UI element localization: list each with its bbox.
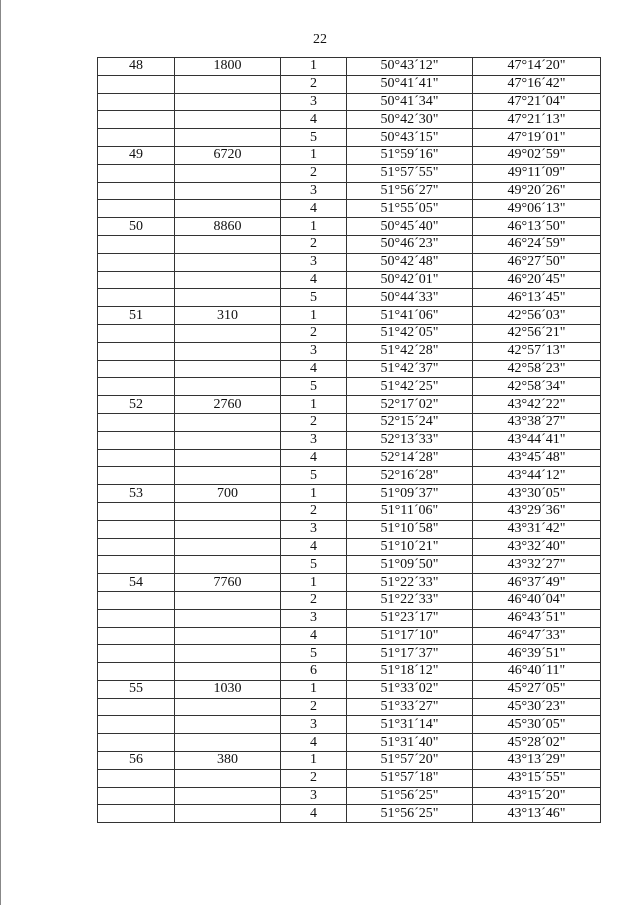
- latitude-cell: 51°57´55": [347, 164, 473, 182]
- latitude-cell: 51°56´25": [347, 805, 473, 823]
- area-cell: [175, 787, 281, 805]
- point-number-cell: 1: [281, 218, 347, 236]
- page-number: 22: [313, 32, 327, 47]
- latitude-cell: 51°17´10": [347, 627, 473, 645]
- point-number-cell: 4: [281, 449, 347, 467]
- area-cell: [175, 253, 281, 271]
- plot-number-cell: [98, 289, 175, 307]
- area-cell: [175, 182, 281, 200]
- plot-number-cell: 54: [98, 574, 175, 592]
- longitude-cell: 47°14´20": [473, 58, 601, 76]
- table-row: [98, 680, 601, 698]
- plot-number-cell: [98, 200, 175, 218]
- table-row: [98, 289, 601, 307]
- point-number-cell: 1: [281, 58, 347, 76]
- plot-number-cell: 55: [98, 680, 175, 698]
- latitude-cell: 51°31´14": [347, 716, 473, 734]
- table-row: [98, 449, 601, 467]
- plot-number-cell: 49: [98, 146, 175, 164]
- plot-number-cell: [98, 235, 175, 253]
- plot-number-cell: [98, 591, 175, 609]
- plot-number-cell: [98, 805, 175, 823]
- table-row: [98, 627, 601, 645]
- longitude-cell: 47°21´13": [473, 111, 601, 129]
- table-row: [98, 805, 601, 823]
- longitude-cell: 43°44´41": [473, 431, 601, 449]
- longitude-cell: 45°30´23": [473, 698, 601, 716]
- longitude-cell: 49°06´13": [473, 200, 601, 218]
- point-number-cell: 6: [281, 663, 347, 681]
- table-row: [98, 129, 601, 147]
- area-cell: [175, 556, 281, 574]
- plot-number-cell: [98, 378, 175, 396]
- area-cell: 8860: [175, 218, 281, 236]
- longitude-cell: 45°27´05": [473, 680, 601, 698]
- area-cell: 380: [175, 752, 281, 770]
- longitude-cell: 43°32´27": [473, 556, 601, 574]
- latitude-cell: 51°17´37": [347, 645, 473, 663]
- longitude-cell: 49°02´59": [473, 146, 601, 164]
- point-number-cell: 4: [281, 200, 347, 218]
- plot-number-cell: [98, 627, 175, 645]
- plot-number-cell: [98, 271, 175, 289]
- latitude-cell: 51°33´02": [347, 680, 473, 698]
- latitude-cell: 50°44´33": [347, 289, 473, 307]
- point-number-cell: 1: [281, 485, 347, 503]
- latitude-cell: 50°45´40": [347, 218, 473, 236]
- point-number-cell: 1: [281, 146, 347, 164]
- table-row: [98, 609, 601, 627]
- longitude-cell: 43°45´48": [473, 449, 601, 467]
- plot-number-cell: [98, 431, 175, 449]
- point-number-cell: 4: [281, 538, 347, 556]
- table-row: [98, 645, 601, 663]
- table-row: [98, 164, 601, 182]
- longitude-cell: 46°24´59": [473, 235, 601, 253]
- table-row: [98, 111, 601, 129]
- plot-number-cell: [98, 538, 175, 556]
- point-number-cell: 1: [281, 574, 347, 592]
- latitude-cell: 50°41´41": [347, 75, 473, 93]
- area-cell: [175, 324, 281, 342]
- plot-number-cell: [98, 734, 175, 752]
- table-row: [98, 360, 601, 378]
- area-cell: [175, 645, 281, 663]
- latitude-cell: 51°56´27": [347, 182, 473, 200]
- point-number-cell: 4: [281, 627, 347, 645]
- area-cell: [175, 164, 281, 182]
- area-cell: [175, 698, 281, 716]
- table-row: [98, 413, 601, 431]
- table-row: [98, 663, 601, 681]
- longitude-cell: 46°13´50": [473, 218, 601, 236]
- area-cell: [175, 769, 281, 787]
- longitude-cell: 46°20´45": [473, 271, 601, 289]
- plot-number-cell: [98, 609, 175, 627]
- table-row: [98, 342, 601, 360]
- area-cell: [175, 413, 281, 431]
- longitude-cell: 43°13´29": [473, 752, 601, 770]
- point-number-cell: 1: [281, 680, 347, 698]
- table-row: [98, 146, 601, 164]
- plot-number-cell: [98, 502, 175, 520]
- table-row: [98, 200, 601, 218]
- plot-number-cell: [98, 342, 175, 360]
- table-row: [98, 58, 601, 76]
- table-row: [98, 431, 601, 449]
- point-number-cell: 4: [281, 111, 347, 129]
- latitude-cell: 51°56´25": [347, 787, 473, 805]
- plot-number-cell: 52: [98, 396, 175, 414]
- latitude-cell: 51°57´18": [347, 769, 473, 787]
- point-number-cell: 2: [281, 502, 347, 520]
- longitude-cell: 46°13´45": [473, 289, 601, 307]
- plot-number-cell: [98, 449, 175, 467]
- longitude-cell: 43°32´40": [473, 538, 601, 556]
- area-cell: [175, 609, 281, 627]
- longitude-cell: 46°27´50": [473, 253, 601, 271]
- latitude-cell: 51°42´28": [347, 342, 473, 360]
- table-row: [98, 182, 601, 200]
- table-row: [98, 556, 601, 574]
- area-cell: [175, 520, 281, 538]
- table-row: [98, 752, 601, 770]
- longitude-cell: 43°13´46": [473, 805, 601, 823]
- area-cell: [175, 502, 281, 520]
- area-cell: [175, 289, 281, 307]
- plot-number-cell: [98, 93, 175, 111]
- area-cell: [175, 449, 281, 467]
- plot-number-cell: [98, 129, 175, 147]
- longitude-cell: 46°43´51": [473, 609, 601, 627]
- table-row: [98, 734, 601, 752]
- longitude-cell: 45°30´05": [473, 716, 601, 734]
- latitude-cell: 50°41´34": [347, 93, 473, 111]
- point-number-cell: 4: [281, 360, 347, 378]
- plot-number-cell: [98, 769, 175, 787]
- table-row: [98, 396, 601, 414]
- point-number-cell: 4: [281, 734, 347, 752]
- area-cell: 7760: [175, 574, 281, 592]
- table-row: [98, 235, 601, 253]
- latitude-cell: 51°59´16": [347, 146, 473, 164]
- longitude-cell: 42°56´03": [473, 307, 601, 325]
- plot-number-cell: [98, 467, 175, 485]
- table-row: [98, 467, 601, 485]
- area-cell: 1800: [175, 58, 281, 76]
- longitude-cell: 43°29´36": [473, 502, 601, 520]
- longitude-cell: 43°42´22": [473, 396, 601, 414]
- area-cell: [175, 111, 281, 129]
- plot-number-cell: [98, 164, 175, 182]
- plot-number-cell: 51: [98, 307, 175, 325]
- point-number-cell: 3: [281, 253, 347, 271]
- table-row: [98, 769, 601, 787]
- point-number-cell: 2: [281, 769, 347, 787]
- point-number-cell: 2: [281, 591, 347, 609]
- table-row: [98, 253, 601, 271]
- longitude-cell: 47°16´42": [473, 75, 601, 93]
- longitude-cell: 49°11´09": [473, 164, 601, 182]
- area-cell: [175, 627, 281, 645]
- latitude-cell: 51°09´50": [347, 556, 473, 574]
- longitude-cell: 43°15´55": [473, 769, 601, 787]
- plot-number-cell: [98, 75, 175, 93]
- area-cell: 2760: [175, 396, 281, 414]
- coordinates-table: [97, 57, 601, 823]
- latitude-cell: 51°57´20": [347, 752, 473, 770]
- latitude-cell: 51°11´06": [347, 502, 473, 520]
- latitude-cell: 51°42´25": [347, 378, 473, 396]
- latitude-cell: 51°31´40": [347, 734, 473, 752]
- longitude-cell: 42°56´21": [473, 324, 601, 342]
- plot-number-cell: [98, 111, 175, 129]
- table-row: [98, 218, 601, 236]
- latitude-cell: 51°09´37": [347, 485, 473, 503]
- latitude-cell: 52°17´02": [347, 396, 473, 414]
- latitude-cell: 51°10´58": [347, 520, 473, 538]
- longitude-cell: 42°58´34": [473, 378, 601, 396]
- plot-number-cell: [98, 520, 175, 538]
- point-number-cell: 2: [281, 164, 347, 182]
- point-number-cell: 5: [281, 129, 347, 147]
- longitude-cell: 45°28´02": [473, 734, 601, 752]
- longitude-cell: 46°40´04": [473, 591, 601, 609]
- plot-number-cell: [98, 360, 175, 378]
- latitude-cell: 52°14´28": [347, 449, 473, 467]
- area-cell: [175, 360, 281, 378]
- area-cell: [175, 805, 281, 823]
- point-number-cell: 3: [281, 431, 347, 449]
- latitude-cell: 51°33´27": [347, 698, 473, 716]
- area-cell: [175, 431, 281, 449]
- latitude-cell: 50°46´23": [347, 235, 473, 253]
- point-number-cell: 4: [281, 805, 347, 823]
- area-cell: [175, 378, 281, 396]
- latitude-cell: 51°18´12": [347, 663, 473, 681]
- longitude-cell: 43°38´27": [473, 413, 601, 431]
- page-edge-line: [0, 0, 1, 905]
- table-row: [98, 538, 601, 556]
- plot-number-cell: [98, 663, 175, 681]
- plot-number-cell: [98, 698, 175, 716]
- point-number-cell: 2: [281, 413, 347, 431]
- area-cell: [175, 663, 281, 681]
- area-cell: 310: [175, 307, 281, 325]
- latitude-cell: 50°42´30": [347, 111, 473, 129]
- latitude-cell: 51°22´33": [347, 591, 473, 609]
- longitude-cell: 47°19´01": [473, 129, 601, 147]
- plot-number-cell: [98, 556, 175, 574]
- point-number-cell: 1: [281, 396, 347, 414]
- plot-number-cell: [98, 645, 175, 663]
- point-number-cell: 3: [281, 520, 347, 538]
- plot-number-cell: [98, 324, 175, 342]
- point-number-cell: 2: [281, 235, 347, 253]
- point-number-cell: 2: [281, 324, 347, 342]
- longitude-cell: 46°39´51": [473, 645, 601, 663]
- area-cell: [175, 342, 281, 360]
- point-number-cell: 3: [281, 182, 347, 200]
- plot-number-cell: [98, 253, 175, 271]
- latitude-cell: 51°42´05": [347, 324, 473, 342]
- table-row: [98, 378, 601, 396]
- table-row: [98, 307, 601, 325]
- plot-number-cell: 56: [98, 752, 175, 770]
- longitude-cell: 43°44´12": [473, 467, 601, 485]
- table-row: [98, 520, 601, 538]
- table-row: [98, 324, 601, 342]
- latitude-cell: 51°10´21": [347, 538, 473, 556]
- table-row: [98, 716, 601, 734]
- point-number-cell: 3: [281, 609, 347, 627]
- longitude-cell: 47°21´04": [473, 93, 601, 111]
- point-number-cell: 4: [281, 271, 347, 289]
- area-cell: [175, 467, 281, 485]
- table-row: [98, 502, 601, 520]
- plot-number-cell: [98, 413, 175, 431]
- plot-number-cell: [98, 787, 175, 805]
- longitude-cell: 43°15´20": [473, 787, 601, 805]
- latitude-cell: 52°13´33": [347, 431, 473, 449]
- plot-number-cell: [98, 182, 175, 200]
- area-cell: [175, 716, 281, 734]
- latitude-cell: 51°41´06": [347, 307, 473, 325]
- point-number-cell: 2: [281, 75, 347, 93]
- area-cell: [175, 200, 281, 218]
- point-number-cell: 3: [281, 342, 347, 360]
- area-cell: [175, 129, 281, 147]
- table-row: [98, 591, 601, 609]
- area-cell: [175, 271, 281, 289]
- plot-number-cell: [98, 716, 175, 734]
- area-cell: [175, 538, 281, 556]
- point-number-cell: 3: [281, 716, 347, 734]
- area-cell: [175, 591, 281, 609]
- area-cell: [175, 235, 281, 253]
- point-number-cell: 5: [281, 556, 347, 574]
- area-cell: 6720: [175, 146, 281, 164]
- area-cell: [175, 75, 281, 93]
- point-number-cell: 5: [281, 289, 347, 307]
- latitude-cell: 50°42´48": [347, 253, 473, 271]
- point-number-cell: 5: [281, 378, 347, 396]
- latitude-cell: 51°23´17": [347, 609, 473, 627]
- point-number-cell: 3: [281, 787, 347, 805]
- table-row: [98, 787, 601, 805]
- latitude-cell: 52°15´24": [347, 413, 473, 431]
- longitude-cell: 46°40´11": [473, 663, 601, 681]
- point-number-cell: 2: [281, 698, 347, 716]
- latitude-cell: 51°55´05": [347, 200, 473, 218]
- table-row: [98, 93, 601, 111]
- table-row: [98, 698, 601, 716]
- plot-number-cell: 50: [98, 218, 175, 236]
- longitude-cell: 49°20´26": [473, 182, 601, 200]
- area-cell: [175, 734, 281, 752]
- latitude-cell: 51°42´37": [347, 360, 473, 378]
- table-row: [98, 485, 601, 503]
- plot-number-cell: 48: [98, 58, 175, 76]
- point-number-cell: 1: [281, 307, 347, 325]
- latitude-cell: 50°43´15": [347, 129, 473, 147]
- point-number-cell: 3: [281, 93, 347, 111]
- longitude-cell: 42°57´13": [473, 342, 601, 360]
- point-number-cell: 5: [281, 467, 347, 485]
- longitude-cell: 43°31´42": [473, 520, 601, 538]
- longitude-cell: 42°58´23": [473, 360, 601, 378]
- latitude-cell: 50°43´12": [347, 58, 473, 76]
- point-number-cell: 1: [281, 752, 347, 770]
- area-cell: 700: [175, 485, 281, 503]
- point-number-cell: 5: [281, 645, 347, 663]
- area-cell: 1030: [175, 680, 281, 698]
- longitude-cell: 43°30´05": [473, 485, 601, 503]
- latitude-cell: 52°16´28": [347, 467, 473, 485]
- longitude-cell: 46°47´33": [473, 627, 601, 645]
- table-row: [98, 271, 601, 289]
- latitude-cell: 50°42´01": [347, 271, 473, 289]
- longitude-cell: 46°37´49": [473, 574, 601, 592]
- table-row: [98, 574, 601, 592]
- plot-number-cell: 53: [98, 485, 175, 503]
- area-cell: [175, 93, 281, 111]
- table-row: [98, 75, 601, 93]
- latitude-cell: 51°22´33": [347, 574, 473, 592]
